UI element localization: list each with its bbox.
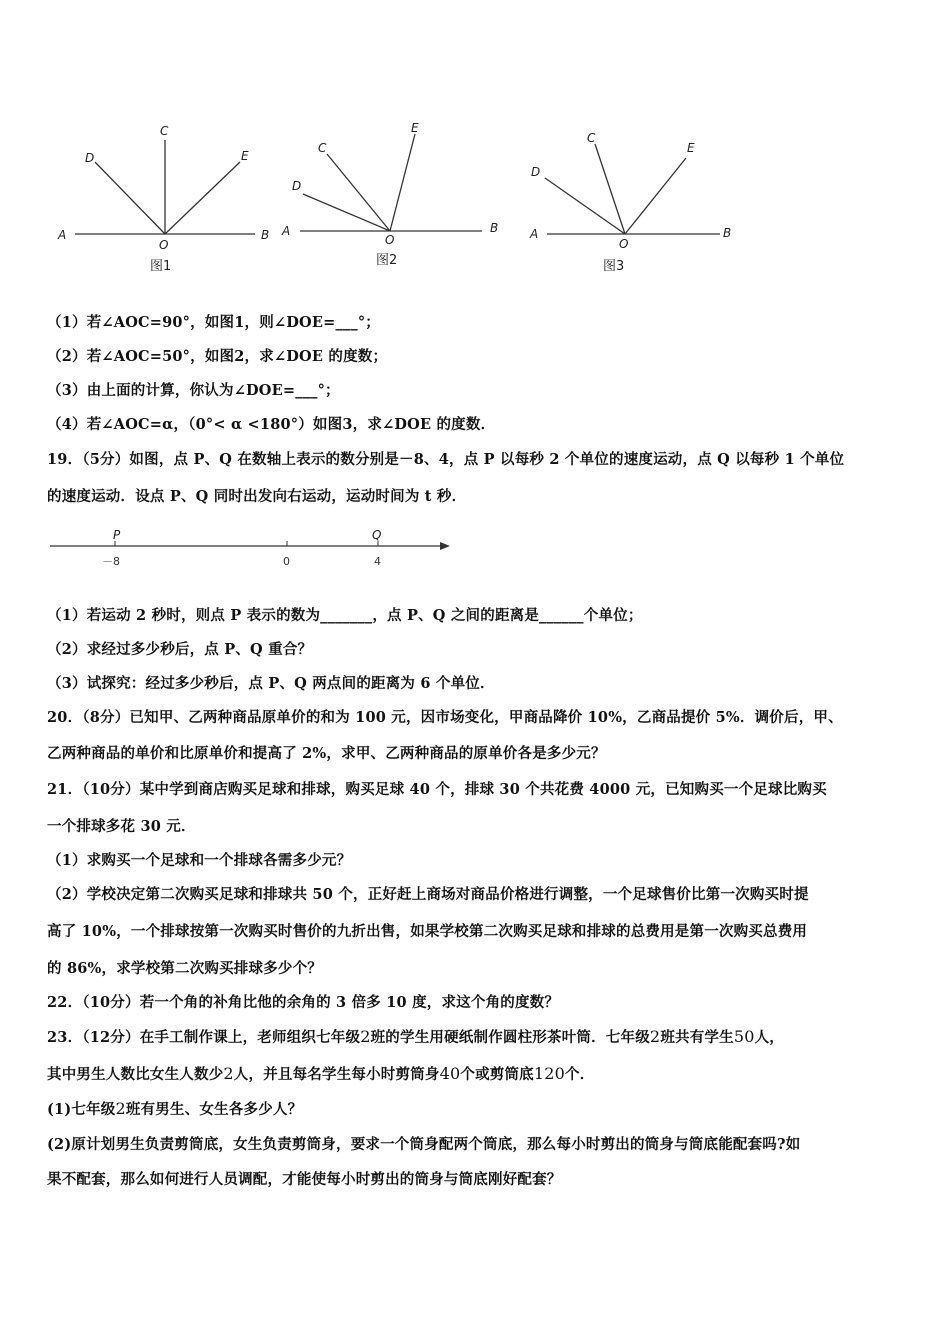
q21-part1: （1）求购买一个足球和一个排球各需多少元？ — [47, 852, 352, 869]
label-B-fig3: B — [723, 226, 732, 240]
label-D-fig1: D — [85, 151, 95, 165]
q19-line1: 19．（5分）如图，点 P、Q 在数轴上表示的数分别是－8、4，点 P 以每秒 2 个单位的速度运动，点 Q 以每秒 1 个单位 — [47, 451, 845, 468]
label-D-fig2: D — [292, 179, 302, 193]
tick-0: 0 — [283, 555, 290, 568]
caption-fig1: 图1 — [150, 259, 172, 274]
q23-num-2b: 2 — [649, 1027, 661, 1046]
number-line — [45, 522, 465, 572]
label-B-fig1: B — [261, 228, 270, 242]
label-A-fig2: A — [282, 224, 291, 238]
point-Q-label: Q — [372, 528, 382, 542]
label-O-fig3: O — [619, 237, 629, 251]
figure-1 — [75, 140, 255, 234]
q23-text-d: 人， — [754, 1029, 784, 1046]
label-O-fig2: O — [385, 233, 395, 247]
caption-fig2: 图2 — [376, 253, 398, 268]
label-E-fig2: E — [411, 121, 419, 135]
q23-text-h: 个． — [565, 1066, 595, 1083]
q21-line1: 21．（10分）某中学到商店购买足球和排球，购买足球 40 个，排球 30 个共花费 4000 元，已知购买一个足球比购买 — [47, 781, 827, 798]
point-P-label: P — [113, 528, 121, 542]
caption-fig3: 图3 — [603, 259, 625, 274]
q19-part3: （3）试探究：经过多少秒后，点 P、Q 两点间的距离为 6 个单位． — [47, 675, 495, 692]
tick-minus8: －8 — [102, 555, 120, 568]
label-O-fig1: O — [159, 238, 169, 252]
q19-line2: 的速度运动．设点 P、Q 同时出发向右运动，运动时间为 t 秒． — [47, 488, 467, 505]
label-C-fig3: C — [587, 131, 596, 145]
q23-num-40: 40 — [439, 1064, 461, 1083]
q23-text-e: 其中男生人数比女生人数少 — [47, 1066, 224, 1083]
label-E-fig1: E — [241, 149, 249, 163]
q23-text-c: 班共有学生 — [660, 1029, 734, 1046]
q18-part3: （3）由上面的计算，你认为∠DOE=___°； — [47, 382, 340, 399]
q18-part2: （2）若∠AOC=50°，如图2，求∠DOE 的度数； — [47, 348, 388, 365]
label-C-fig1: C — [160, 124, 169, 138]
q19-part1: （1）若运动 2 秒时，则点 P 表示的数为_______，点 P、Q 之间的距离是______个单位； — [47, 607, 643, 624]
q18-part1: （1）若∠AOC=90°，如图1，则∠DOE=___°； — [47, 314, 380, 331]
q23-num-2: 2 — [360, 1027, 371, 1046]
q23-p1-text-a: (1)七年级 — [47, 1101, 116, 1118]
label-B-fig2: B — [490, 221, 499, 235]
q21-part2-line2: 高了 10%，一个排球按第一次购买时售价的九折出售，如果学校第二次购买足球和排球的总费用是第一次购买总费用 — [47, 923, 808, 940]
q23-part2-line1: (2)原计划男生负责剪筒底，女生负责剪筒身，要求一个筒身配两个筒底，那么每小时剪出的筒身与筒底能配套吗?如 — [47, 1136, 801, 1153]
tick-4: 4 — [374, 555, 381, 568]
q23-line1 — [47, 1026, 784, 1047]
q23-text-b: 班的学生用硬纸制作圆柱形茶叶筒．七年级 — [370, 1029, 650, 1046]
angle-figures — [50, 110, 750, 290]
figure-3 — [545, 144, 720, 234]
q23-part1 — [47, 1098, 302, 1119]
q23-num-50: 50 — [733, 1027, 755, 1046]
q21-part2-line1: （2）学校决定第二次购买足球和排球共 50 个，正好赶上商场对商品价格进行调整，一个足球售价比第一次购买时提 — [47, 886, 809, 903]
q19-part2: （2）求经过多少秒后，点 P、Q 重合？ — [47, 641, 313, 658]
label-A-fig1: A — [58, 228, 67, 242]
label-D-fig3: D — [531, 165, 541, 179]
q23-part2-line2: 果不配套，那么如何进行人员调配，才能使每小时剪出的筒身与筒底刚好配套？ — [47, 1171, 562, 1188]
q21-part2-line3: 的 86%，求学校第二次购买排球多少个？ — [47, 960, 323, 977]
label-C-fig2: C — [318, 141, 327, 155]
q23-text-g: 个或剪筒底 — [460, 1066, 534, 1083]
q23-num-2c: 2 — [223, 1064, 234, 1083]
q23-p1-text-b: 班有男生、女生各多少人？ — [125, 1101, 303, 1118]
q23-line2 — [47, 1063, 594, 1084]
label-E-fig3: E — [687, 141, 695, 155]
q20-line2: 乙两种商品的单价和比原单价和提高了 2%，求甲、乙两种商品的原单价各是多少元？ — [47, 745, 606, 762]
q23-text-a: 23．（12分）在手工制作课上，老师组织七年级 — [47, 1029, 361, 1046]
label-A-fig3: A — [530, 227, 539, 241]
figure-2 — [300, 134, 482, 231]
q21-line2: 一个排球多花 30 元． — [47, 818, 196, 835]
q23-text-f: 人，并且每名学生每小时剪筒身 — [233, 1066, 440, 1083]
q20-line1: 20．（8分）已知甲、乙两种商品原单价的和为 100 元，因市场变化，甲商品降价 10%，乙商品提价 5%．调价后，甲、 — [47, 709, 843, 726]
q22-line1: 22．（10分）若一个角的补角比他的余角的 3 倍多 10 度，求这个角的度数？ — [47, 994, 560, 1011]
q18-part4: （4）若∠AOC=α，（0°< α <180°）如图3，求∠DOE 的度数． — [47, 416, 496, 433]
q23-num-2d: 2 — [115, 1099, 126, 1118]
q23-num-120: 120 — [533, 1064, 566, 1083]
